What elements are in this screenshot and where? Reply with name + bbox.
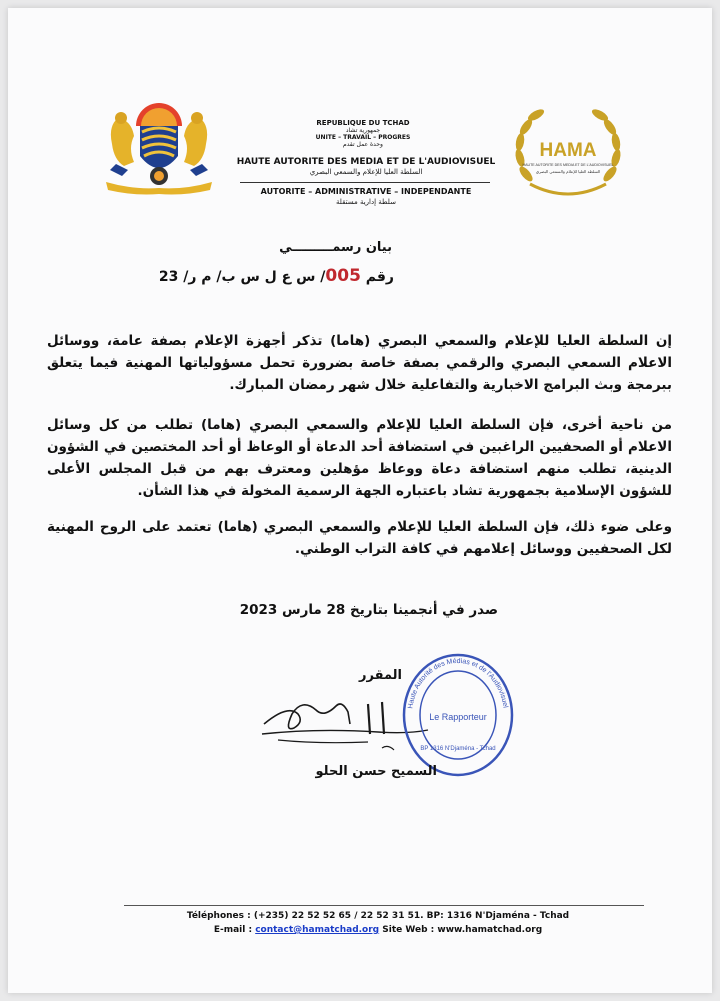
official-stamp: [400, 650, 516, 780]
document-page: [8, 8, 712, 993]
hama-logo-subtitle: HAUTE AUTORITE DES MEDIA ET DE L'AUDIOVISUEL: [522, 163, 614, 167]
footer-contact-web: [108, 925, 648, 935]
reference-number: [159, 266, 394, 286]
coat-of-arms-emblem: [94, 96, 224, 200]
authority-status-arabic: سلطة إدارية مستقلة: [336, 198, 396, 206]
website-url: www.hamatchad.org: [437, 925, 543, 935]
reference-prefix: رقم: [365, 269, 394, 285]
footer-divider: [124, 905, 644, 906]
website-label: Site Web :: [379, 925, 438, 935]
footer-contact-phones: Téléphones : (+235) 22 52 52 65 / 22 52 31 51. BP: 1316 N'Djaména - Tchad: [186, 911, 570, 921]
header-divider: [240, 182, 490, 183]
republic-name: REPUBLIQUE DU TCHAD: [316, 119, 410, 127]
email-link[interactable]: contact@hamatchad.org: [255, 925, 380, 935]
issue-date: صدر في أنجمينا بتاريخ 28 مارس 2023: [239, 602, 498, 618]
email-label: E-mail :: [213, 925, 256, 935]
stamp-address-text: BP 1316 N'Djaména - Tchad: [420, 746, 496, 752]
hama-logo-subtitle-arabic: السلطة العليا للإعلام والسمعي البصري: [535, 169, 601, 174]
stamp-ring-text: Haute Autorité des Médias et de l'Audiovisuel: [407, 657, 509, 710]
national-motto-arabic: وحدة عمل تقدم: [343, 141, 383, 148]
authority-status: AUTORITE – ADMINISTRATIVE – INDEPENDANTE: [260, 187, 472, 196]
hama-logo-wordmark: HAMA: [539, 140, 597, 161]
body-paragraph-2: من ناحية أخرى، فإن السلطة العليا للإعلام والسمعي البصري (هاما) تطلب من كل وسائل الاعلام أو الصحفيين الراغبين في استضافة أحد الدعاة أو الوعاظ أو أحد المختصين في الشؤون الدينية، تطلب منهم استضافة دعاة ووعاظ مؤهلين ومعترف بهم من قبل المجلس الأعلى للشؤون الإسلامية بجمهورية تشاد باعتباره الجهة الرسمية المخولة في هذا الشأن.: [47, 417, 672, 499]
body-paragraph-3: وعلى ضوء ذلك، فإن السلطة العليا للإعلام والسمعي البصري (هاما) تعتمد على الروح المهنية لكل الصحفيين ووسائل إعلامهم في كافة التراب الوطني.: [47, 519, 672, 557]
national-motto: UNITE – TRAVAIL – PROGRES: [315, 134, 411, 141]
authority-title: HAUTE AUTORITE DES MEDIA ET DE L'AUDIOVISUEL: [236, 157, 496, 167]
signatory-name: السميح حسن الحلو: [315, 764, 437, 779]
reference-number-value: 005: [325, 266, 361, 286]
signatory-role: المقرر: [359, 668, 402, 683]
stamp-center-text: Le Rapporteur: [429, 712, 487, 722]
hama-laurel-logo: [508, 100, 628, 204]
republic-name-arabic: جمهورية تشاد: [345, 127, 381, 134]
document-title: بيان رسمـــــــــي: [279, 240, 392, 255]
body-paragraph-1: إن السلطة العليا للإعلام والسمعي البصري (هاما) تذكر أجهزة الإعلام بصفة عامة، ووسائل الاعلام السمعي البصري والرقمي بصفة خاصة بضرورة تحمل مسؤولياتها المهنية فيما يتعلق ببرمجة وبث البرامج الاخبارية والتفاعلية خلال شهر رمضان المبارك.: [47, 333, 672, 393]
reference-suffix: / س ع ل س ب/ م ر/ 23: [158, 269, 326, 285]
authority-title-arabic: السلطة العليا للإعلام والسمعي البصري: [309, 168, 423, 176]
svg-text:Haute Autorité des Médias et d: [407, 658, 508, 709]
